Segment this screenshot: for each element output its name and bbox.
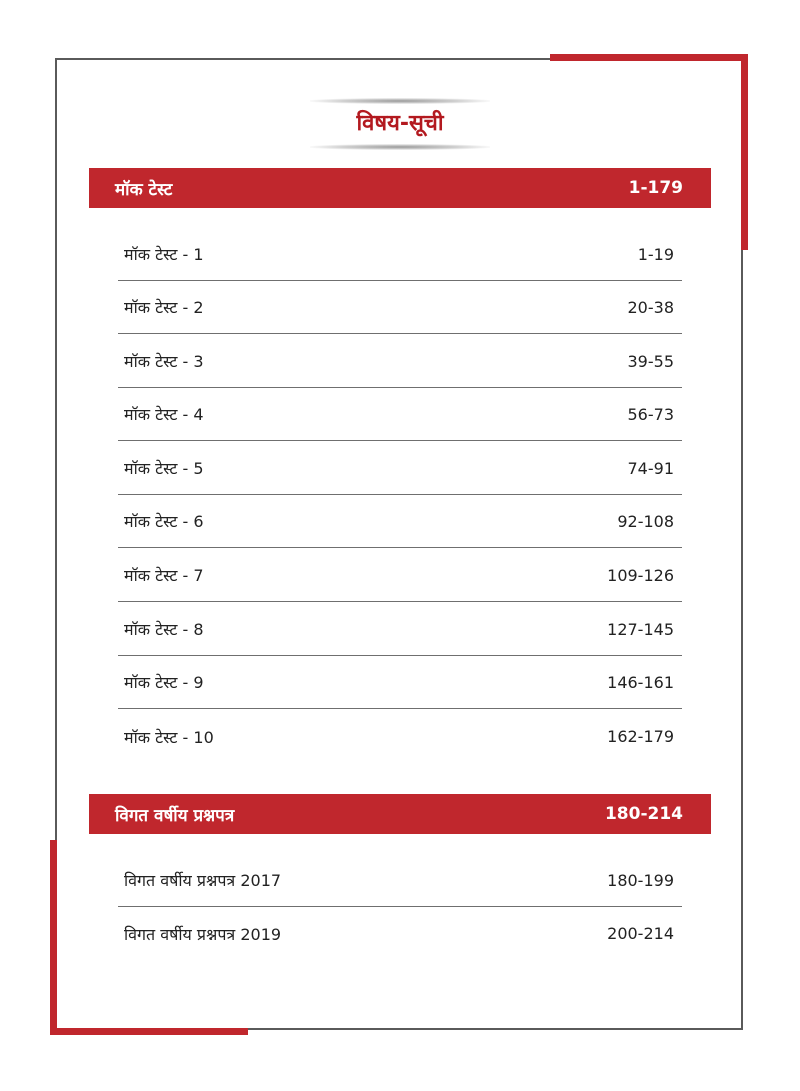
toc-row[interactable]: [118, 335, 682, 388]
toc-row[interactable]: [118, 388, 682, 441]
toc-row-label: मॉक टेस्ट - 7: [124, 566, 204, 585]
corner-accent-right: [741, 54, 748, 250]
toc-row-pages: 146-161: [607, 672, 674, 692]
toc-row-pages: 127-145: [607, 619, 674, 639]
toc-row-label: मॉक टेस्ट - 3: [124, 352, 204, 371]
section-label: मॉक टेस्ट: [115, 179, 173, 200]
toc-row-pages: 39-55: [627, 351, 674, 371]
toc-row[interactable]: [118, 281, 682, 334]
section-pages: 1-179: [628, 178, 683, 198]
toc-row[interactable]: [118, 442, 682, 495]
toc-row[interactable]: [118, 495, 682, 548]
toc-row-pages: 74-91: [627, 458, 674, 478]
toc-row-pages: 109-126: [607, 565, 674, 585]
toc-row-label: मॉक टेस्ट - 8: [124, 620, 204, 639]
toc-title-block: [310, 98, 490, 150]
toc-row-pages: 56-73: [627, 404, 674, 424]
toc-row-label: मॉक टेस्ट - 6: [124, 512, 204, 531]
corner-accent-left: [50, 840, 57, 1035]
toc-row[interactable]: [118, 907, 682, 960]
toc-row-label: विगत वर्षीय प्रश्नपत्र 2019: [124, 924, 282, 944]
toc-row-label: मॉक टेस्ट - 10: [124, 727, 214, 747]
section-header-previous-papers: [89, 794, 711, 834]
toc-row-label: मॉक टेस्ट - 2: [124, 298, 204, 317]
toc-row[interactable]: [118, 549, 682, 602]
toc-row-pages: 20-38: [627, 297, 674, 317]
title-rule-top: [310, 98, 490, 104]
section-label: विगत वर्षीय प्रश्नपत्र: [115, 805, 235, 826]
corner-accent-bottom: [50, 1028, 248, 1035]
toc-row-label: मॉक टेस्ट - 4: [124, 405, 204, 424]
page-title: विषय-सूची: [356, 111, 444, 136]
toc-row-pages: 200-214: [607, 924, 674, 943]
toc-row[interactable]: [118, 603, 682, 656]
toc-row-pages: 1-19: [637, 244, 674, 264]
section-pages: 180-214: [604, 804, 683, 824]
toc-row-label: मॉक टेस्ट - 9: [124, 673, 204, 692]
toc-row[interactable]: [118, 656, 682, 709]
toc-row-pages: 162-179: [607, 727, 674, 746]
toc-row-pages: 92-108: [617, 511, 674, 531]
toc-row-label: मॉक टेस्ट - 5: [124, 459, 204, 478]
toc-row[interactable]: [118, 710, 682, 763]
toc-row[interactable]: [118, 854, 682, 907]
section-header-mock-tests: [89, 168, 711, 208]
title-rule-bottom: [310, 144, 490, 150]
toc-row-label: मॉक टेस्ट - 1: [124, 245, 204, 264]
toc-row-label: विगत वर्षीय प्रश्नपत्र 2017: [124, 871, 282, 890]
corner-accent-top: [550, 54, 748, 61]
toc-row[interactable]: [118, 228, 682, 281]
toc-row-pages: 180-199: [607, 870, 674, 890]
